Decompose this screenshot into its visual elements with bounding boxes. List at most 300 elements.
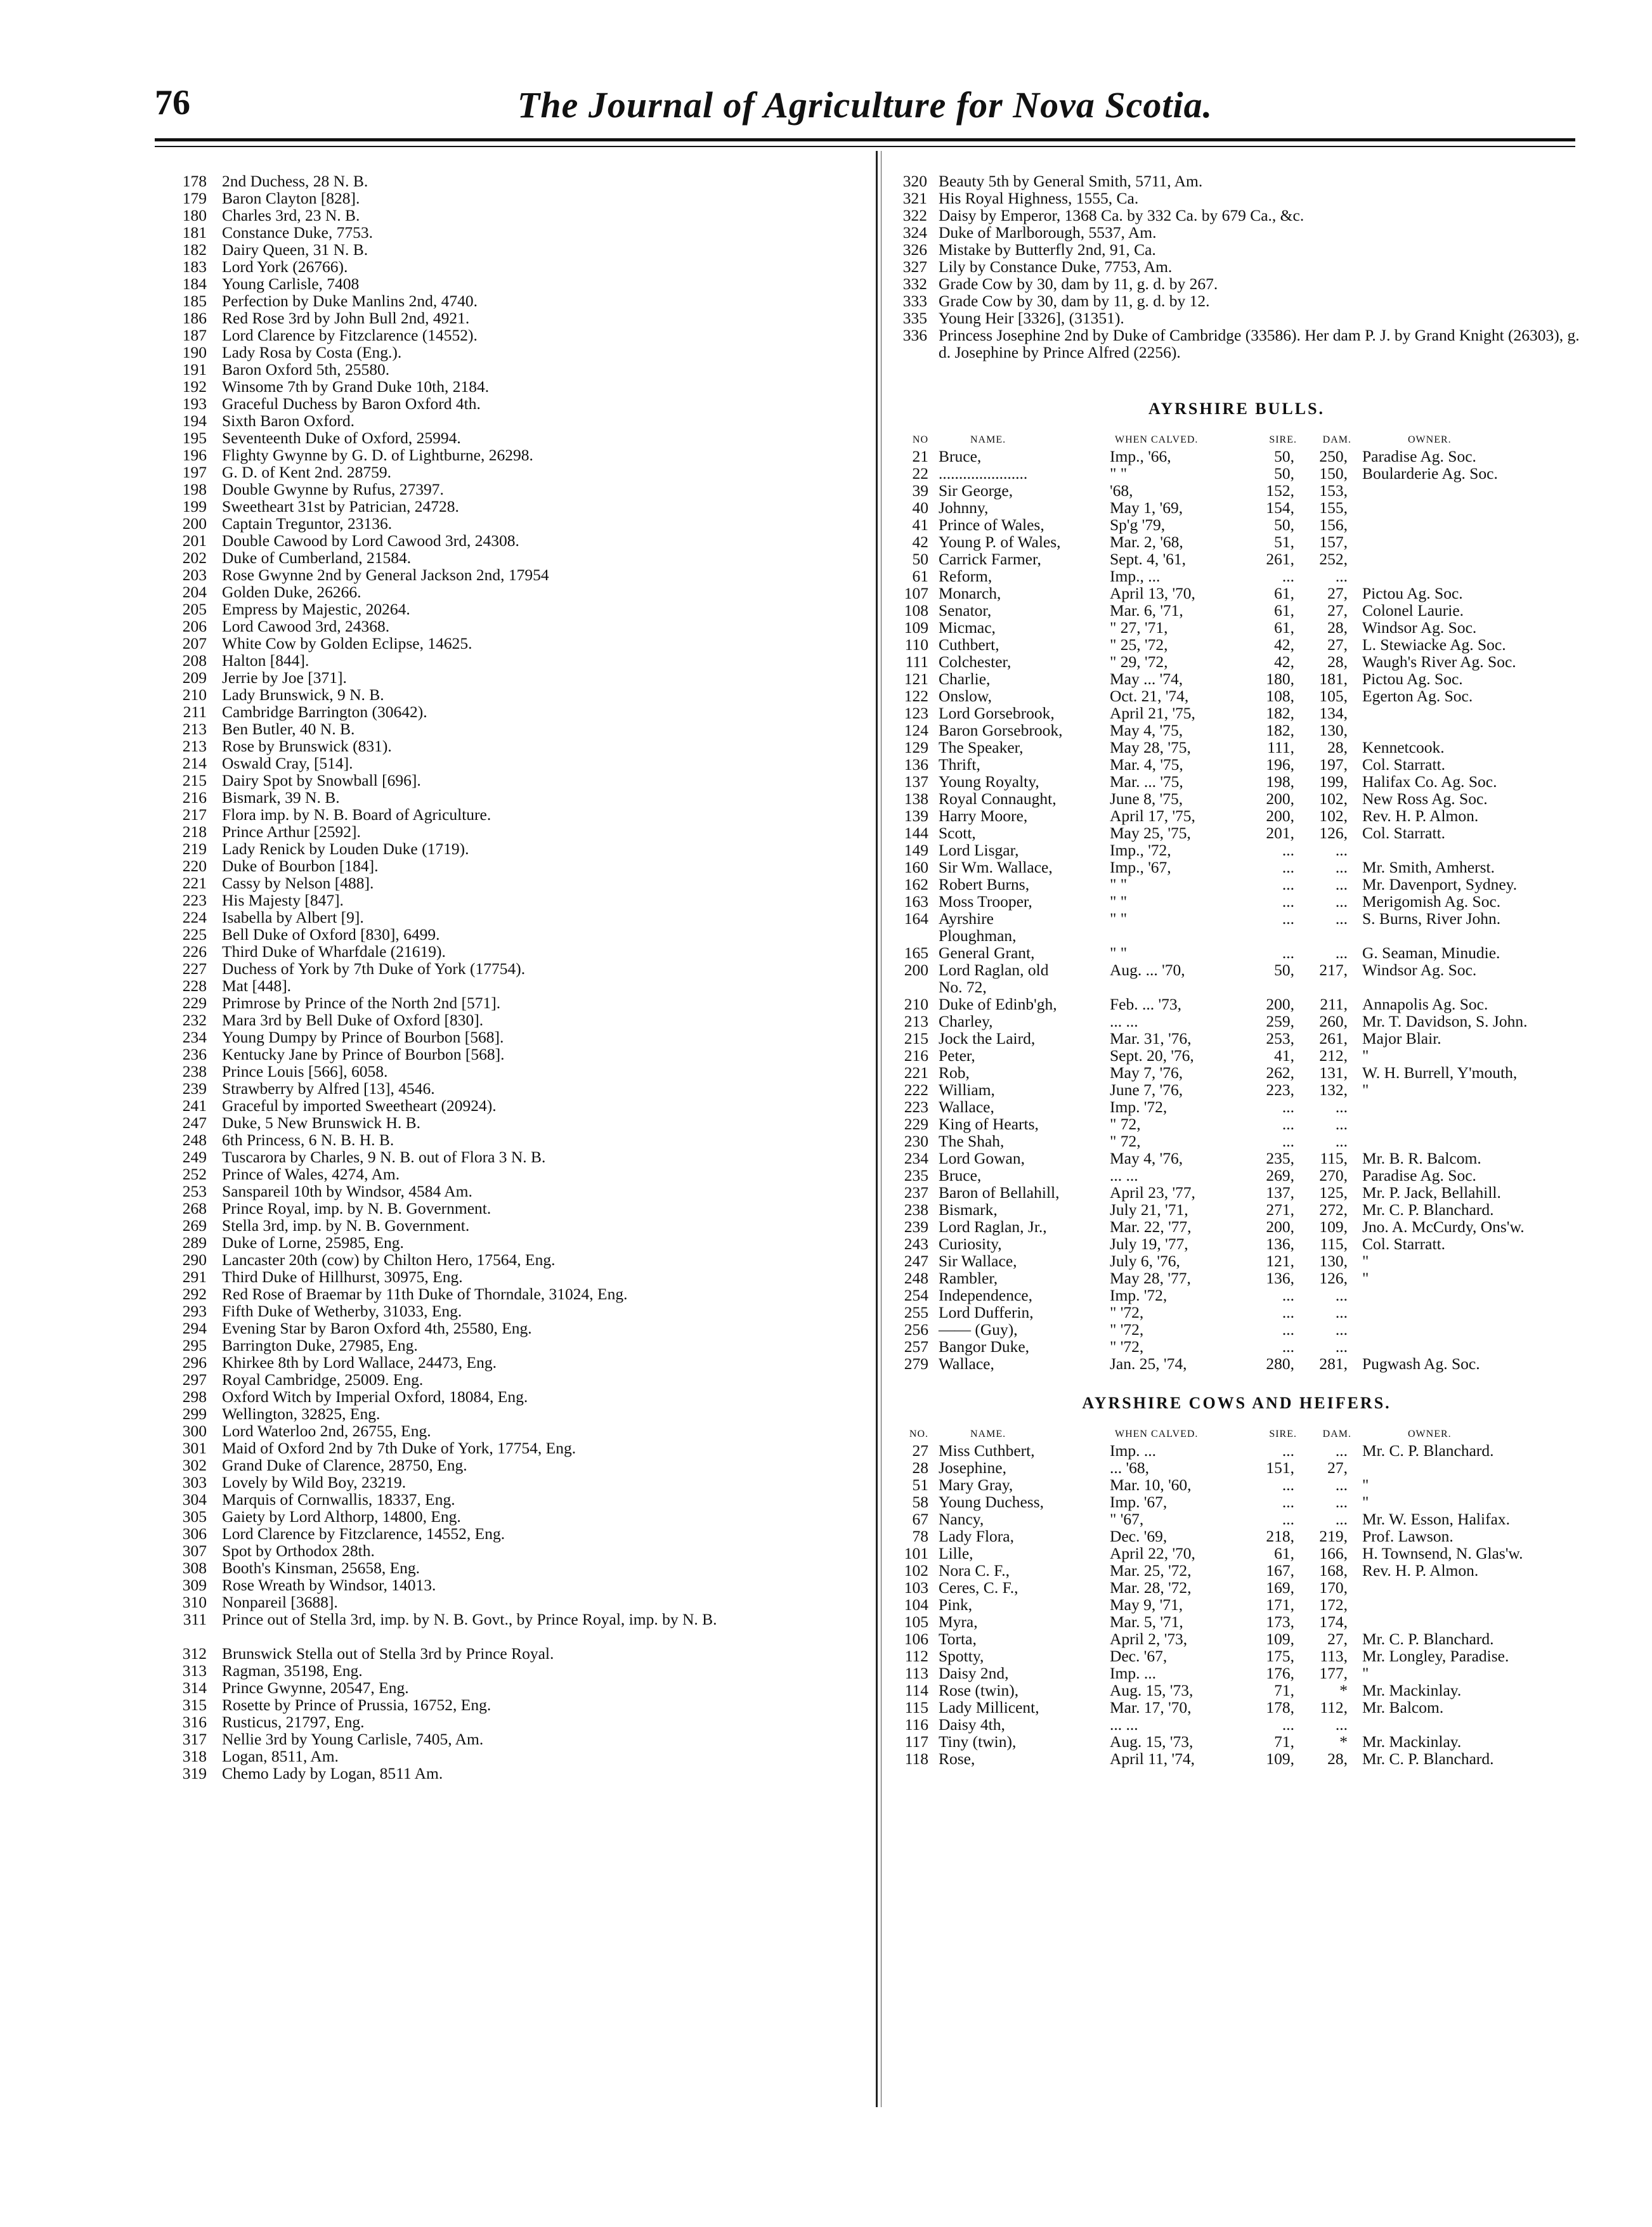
cell-sire: 167, (1266, 1561, 1294, 1580)
cell-owner: Mr. Balcom. (1362, 1698, 1444, 1717)
table-row (888, 636, 1585, 653)
cell-dam: 102, (1319, 807, 1348, 825)
cell-no: 108 (904, 601, 928, 620)
cell-when-calved: Mar. 25, '72, (1110, 1561, 1192, 1580)
table-row (888, 1115, 1585, 1133)
cell-name: Torta, (939, 1630, 977, 1648)
cell-no: 106 (904, 1630, 928, 1648)
cell-when-calved: April 11, '74, (1110, 1750, 1195, 1768)
list-item (888, 241, 1585, 258)
cell-sire: ... (1282, 892, 1294, 911)
cell-no: 107 (904, 584, 928, 602)
cell-name: Baron Gorsebrook, (939, 721, 1063, 739)
cell-name: Senator, (939, 601, 992, 620)
cell-when-calved: Aug. 15, '73, (1110, 1681, 1193, 1699)
cell-no: 216 (904, 1046, 928, 1065)
entry-text: Nonpareil [3688]. (222, 1593, 338, 1611)
cell-no: 116 (904, 1715, 928, 1734)
cell-dam: 199, (1319, 772, 1348, 791)
cell-sire: 173, (1266, 1613, 1294, 1631)
cell-no: 235 (904, 1166, 928, 1185)
list-item (166, 926, 864, 943)
right-column-entries (888, 172, 1585, 378)
list-item (166, 1491, 864, 1508)
cell-when-calved: Imp. ... (1110, 1664, 1156, 1682)
cell-when-calved: May ... '74, (1110, 670, 1183, 688)
cell-owner: Colonel Laurie. (1362, 601, 1464, 620)
entry-text: Bell Duke of Oxford [830], 6499. (222, 925, 440, 944)
cell-owner: W. H. Burrell, Y'mouth, (1362, 1063, 1518, 1082)
cell-dam: * (1339, 1732, 1348, 1751)
entry-number: 187 (182, 326, 207, 344)
cell-name: Independence, (939, 1286, 1032, 1304)
cell-no: 254 (904, 1286, 928, 1304)
entry-text: Bismark, 39 N. B. (222, 788, 340, 807)
entry-number: 229 (182, 994, 207, 1012)
list-item (166, 1439, 864, 1457)
entry-text: Golden Duke, 26266. (222, 583, 361, 601)
list-item (166, 755, 864, 772)
cell-name: Bangor Duke, (939, 1337, 1030, 1356)
cell-no: 215 (904, 1029, 928, 1048)
cell-name: Young P. of Wales, (939, 533, 1061, 551)
entry-text: Lady Renick by Louden Duke (1719). (222, 840, 469, 858)
right-column (888, 172, 1585, 1767)
cell-no: 257 (904, 1337, 928, 1356)
cell-dam: 177, (1319, 1664, 1348, 1682)
entry-number: 300 (182, 1422, 207, 1440)
cell-dam: 172, (1319, 1595, 1348, 1614)
cell-sire: 262, (1266, 1063, 1294, 1082)
cell-no: 164 (904, 909, 928, 928)
list-item (166, 635, 864, 652)
table-row (888, 1459, 1585, 1476)
cell-dam: 134, (1319, 704, 1348, 722)
entry-text: Tuscarora by Charles, 9 N. B. out of Flora 3 N. B. (222, 1148, 546, 1166)
cell-dam: 217, (1319, 961, 1348, 979)
entry-text: Young Heir [3326], (31351). (939, 309, 1124, 327)
entry-number: 309 (182, 1576, 207, 1594)
entry-text: Prince of Wales, 4274, Am. (222, 1165, 400, 1183)
cows-header-owner: OWNER. (1408, 1429, 1452, 1439)
cell-when-calved: Mar. 17, '70, (1110, 1698, 1192, 1717)
cell-dam: ... (1335, 1303, 1348, 1321)
entry-number: 236 (182, 1045, 207, 1063)
entry-text: Duke of Cumberland, 21584. (222, 549, 412, 567)
cell-name: Josephine, (939, 1458, 1006, 1477)
entry-number: 179 (182, 189, 207, 207)
entry-text: Lord York (26766). (222, 257, 348, 276)
entry-text: Lady Rosa by Costa (Eng.). (222, 343, 402, 361)
list-item (166, 1645, 864, 1662)
table-row (888, 704, 1585, 722)
cell-when-calved: May 28, '77, (1110, 1269, 1191, 1287)
cell-name: General Grant, (939, 944, 1035, 962)
entry-number: 225 (182, 925, 207, 944)
entry-number: 305 (182, 1507, 207, 1526)
table-row (888, 1750, 1585, 1767)
entry-text: Chemo Lady by Logan, 8511 Am. (222, 1764, 443, 1782)
cell-sire: 261, (1266, 550, 1294, 568)
cell-sire: 50, (1274, 516, 1294, 534)
entry-number: 221 (182, 874, 207, 892)
entry-text: Mistake by Butterfly 2nd, 91, Ca. (939, 240, 1156, 259)
entry-text: Booth's Kinsman, 25658, Eng. (222, 1559, 420, 1577)
list-item (166, 566, 864, 583)
entry-number: 211 (183, 703, 207, 721)
cell-no: 115 (904, 1698, 928, 1717)
entry-number: 210 (182, 685, 207, 704)
entry-text: Third Duke of Hillhurst, 30975, Eng. (222, 1268, 463, 1286)
list-item (166, 1080, 864, 1097)
cell-sire: 50, (1274, 961, 1294, 979)
cell-sire: ... (1282, 1132, 1294, 1150)
entry-text: Wellington, 32825, Eng. (222, 1405, 380, 1423)
cell-sire: 235, (1266, 1149, 1294, 1167)
cell-no: 104 (904, 1595, 928, 1614)
entry-text: Duke of Marlborough, 5537, Am. (939, 223, 1157, 242)
cell-name: Spotty, (939, 1647, 984, 1665)
cell-owner: Prof. Lawson. (1362, 1527, 1454, 1545)
cell-no: 27 (912, 1441, 928, 1460)
bulls-header-no: NO (912, 434, 928, 445)
entry-number: 178 (182, 172, 207, 190)
table-row (888, 1493, 1585, 1510)
table-row (888, 859, 1585, 876)
cell-name: Baron of Bellahill, (939, 1183, 1060, 1202)
cell-sire: 42, (1274, 653, 1294, 671)
cell-owner: Paradise Ag. Soc. (1362, 1166, 1476, 1185)
cell-no: 67 (912, 1510, 928, 1528)
cell-sire: 109, (1266, 1750, 1294, 1768)
list-item (166, 1114, 864, 1131)
cell-sire: ... (1282, 841, 1294, 859)
cell-name: Rob, (939, 1063, 970, 1082)
cell-dam: 28, (1327, 738, 1348, 756)
cell-sire: 200, (1266, 1217, 1294, 1236)
cell-no: 124 (904, 721, 928, 739)
cell-owner: H. Townsend, N. Glas'w. (1362, 1544, 1523, 1562)
cell-sire: 136, (1266, 1235, 1294, 1253)
entry-number: 298 (182, 1387, 207, 1406)
cell-sire: 71, (1274, 1732, 1294, 1751)
entry-number: 200 (182, 514, 207, 533)
cell-when-calved: May 25, '75, (1110, 824, 1191, 842)
cell-no: 144 (904, 824, 928, 842)
entry-text: Sanspareil 10th by Windsor, 4584 Am. (222, 1182, 472, 1200)
cows-table-body (888, 1442, 1585, 1767)
list-item (166, 1713, 864, 1730)
entry-number: 315 (182, 1696, 207, 1714)
cell-name: William, (939, 1081, 995, 1099)
cell-dam: 130, (1319, 721, 1348, 739)
entry-number: 196 (182, 446, 207, 464)
list-item (166, 943, 864, 960)
list-item (166, 1029, 864, 1046)
cell-when-calved: " 72, (1110, 1115, 1141, 1133)
cell-dam: 181, (1319, 670, 1348, 688)
entry-text: Duke, 5 New Brunswick H. B. (222, 1114, 421, 1132)
cell-sire: 41, (1274, 1046, 1294, 1065)
entry-number: 312 (182, 1644, 207, 1663)
entry-text: Prince out of Stella 3rd, imp. by N. B. Govt., by Prince Royal, imp. by N. B. (222, 1610, 717, 1628)
entry-text: Oxford Witch by Imperial Oxford, 18084, Eng. (222, 1387, 528, 1406)
list-item (166, 1730, 864, 1748)
cell-sire: 201, (1266, 824, 1294, 842)
list-item (166, 241, 864, 258)
cell-dam: 252, (1319, 550, 1348, 568)
cell-owner: " (1362, 1046, 1369, 1065)
table-row (888, 687, 1585, 704)
list-item (166, 720, 864, 737)
entry-text: Rose Wreath by Windsor, 14013. (222, 1576, 436, 1594)
cell-sire: 50, (1274, 464, 1294, 483)
entry-number: 215 (182, 771, 207, 789)
cell-sire: 108, (1266, 687, 1294, 705)
cell-name: Wallace, (939, 1354, 994, 1373)
cell-owner: " (1362, 1664, 1369, 1682)
list-item (166, 994, 864, 1011)
cell-name: Ayrshire Ploughman, (939, 909, 1017, 945)
list-item (166, 1679, 864, 1696)
cell-owner: Rev. H. P. Almon. (1362, 807, 1479, 825)
cell-when-calved: " " (1110, 944, 1128, 962)
cell-dam: 105, (1319, 687, 1348, 705)
entry-number: 316 (182, 1713, 207, 1731)
list-item (166, 1696, 864, 1713)
cell-when-calved: May 1, '69, (1110, 498, 1183, 517)
cell-when-calved: " " (1110, 909, 1128, 928)
cell-owner: Pictou Ag. Soc. (1362, 670, 1463, 688)
cell-no: 221 (904, 1063, 928, 1082)
entry-text: Kentucky Jane by Prince of Bourbon [568]. (222, 1045, 505, 1063)
cell-sire: 271, (1266, 1200, 1294, 1219)
table-row (888, 739, 1585, 756)
cell-no: 149 (904, 841, 928, 859)
cell-name: Bismark, (939, 1200, 998, 1219)
cell-when-calved: Imp., ... (1110, 567, 1161, 585)
cell-sire: 111, (1267, 738, 1294, 756)
cell-dam: 219, (1319, 1527, 1348, 1545)
table-row (888, 910, 1585, 944)
cell-dam: 132, (1319, 1081, 1348, 1099)
entry-number: 218 (182, 822, 207, 841)
table-row (888, 619, 1585, 636)
cell-no: 223 (904, 1098, 928, 1116)
entry-text: Lord Cawood 3rd, 24368. (222, 617, 390, 635)
cell-sire: 151, (1266, 1458, 1294, 1477)
cell-when-calved: " 27, '71, (1110, 618, 1168, 637)
cell-owner: Col. Starratt. (1362, 755, 1446, 774)
list-item (166, 1183, 864, 1200)
cell-dam: 174, (1319, 1613, 1348, 1631)
cell-dam: 27, (1327, 635, 1348, 654)
cell-dam: 260, (1319, 1012, 1348, 1030)
list-item (166, 532, 864, 549)
cell-owner: Mr. C. P. Blanchard. (1362, 1200, 1494, 1219)
cell-dam: 155, (1319, 498, 1348, 517)
entry-text: Rosette by Prince of Prussia, 16752, Eng. (222, 1696, 491, 1714)
entry-text: Prince Louis [566], 6058. (222, 1062, 388, 1081)
table-row (888, 1733, 1585, 1750)
table-row (888, 585, 1585, 602)
cell-sire: ... (1282, 1715, 1294, 1734)
list-item (166, 1285, 864, 1302)
cell-no: 237 (904, 1183, 928, 1202)
cell-no: 210 (904, 995, 928, 1013)
entry-number: 299 (182, 1405, 207, 1423)
entry-text: Grade Cow by 30, dam by 11, g. d. by 267. (939, 275, 1218, 293)
entry-number: 301 (182, 1439, 207, 1457)
cell-no: 117 (904, 1732, 928, 1751)
cell-name: Cuthbert, (939, 635, 999, 654)
list-item (166, 601, 864, 618)
cell-when-calved: July 21, '71, (1110, 1200, 1188, 1219)
cell-no: 118 (904, 1750, 928, 1768)
table-row (888, 807, 1585, 824)
entry-number: 224 (182, 908, 207, 926)
cell-owner: Egerton Ag. Soc. (1362, 687, 1473, 705)
cell-dam: 115, (1320, 1235, 1348, 1253)
cell-sire: 109, (1266, 1630, 1294, 1648)
entry-text: Mara 3rd by Bell Duke of Oxford [830]. (222, 1011, 484, 1029)
list-item (166, 772, 864, 789)
entry-text: Duke of Bourbon [184]. (222, 857, 379, 875)
table-row (888, 722, 1585, 739)
list-item (166, 892, 864, 909)
entry-number: 303 (182, 1473, 207, 1491)
entry-number: 249 (182, 1148, 207, 1166)
entry-text: Graceful by imported Sweetheart (20924). (222, 1096, 497, 1115)
list-item (166, 823, 864, 840)
entry-number: 186 (182, 309, 207, 327)
cell-when-calved: May 9, '71, (1110, 1595, 1183, 1614)
header-rule-thin (155, 146, 1575, 147)
cell-owner: Mr. B. R. Balcom. (1362, 1149, 1481, 1167)
entry-text: Daisy by Emperor, 1368 Ca. by 332 Ca. by 679 Ca., &c. (939, 206, 1304, 224)
cell-owner: Rev. H. P. Almon. (1362, 1561, 1479, 1580)
entry-number: 208 (182, 651, 207, 670)
cell-sire: 180, (1266, 670, 1294, 688)
entry-text: His Royal Highness, 1555, Ca. (939, 189, 1139, 207)
cell-sire: ... (1282, 1320, 1294, 1339)
entry-text: Primrose by Prince of the North 2nd [571]. (222, 994, 501, 1012)
cell-sire: 50, (1274, 447, 1294, 465)
cell-when-calved: April 17, '75, (1110, 807, 1195, 825)
cell-dam: 102, (1319, 789, 1348, 808)
cell-name: Nancy, (939, 1510, 984, 1528)
cell-when-calved: Sept. 4, '61, (1110, 550, 1187, 568)
entry-text: Red Rose 3rd by John Bull 2nd, 4921. (222, 309, 470, 327)
entry-text: White Cow by Golden Eclipse, 14625. (222, 634, 472, 653)
table-row (888, 1184, 1585, 1201)
list-item (166, 361, 864, 378)
cell-name: Lord Dufferin, (939, 1303, 1034, 1321)
entry-text: Lancaster 20th (cow) by Chilton Hero, 17564, Eng. (222, 1250, 556, 1269)
cell-dam: * (1339, 1681, 1348, 1699)
list-item (166, 1388, 864, 1405)
cell-name: Lord Gowan, (939, 1149, 1025, 1167)
cell-sire: 136, (1266, 1269, 1294, 1287)
entry-text: Mat [448]. (222, 977, 292, 995)
cell-no: 163 (904, 892, 928, 911)
list-item (166, 378, 864, 395)
cell-name: The Shah, (939, 1132, 1005, 1150)
entry-number: 307 (182, 1542, 207, 1560)
list-item (888, 292, 1585, 309)
cell-dam: 28, (1327, 1750, 1348, 1768)
cell-when-calved: Mar. 4, '75, (1110, 755, 1183, 774)
cell-name: Rose, (939, 1750, 975, 1768)
entry-text: Dairy Spot by Snowball [696]. (222, 771, 421, 789)
list-item (166, 1337, 864, 1354)
cell-no: 247 (904, 1252, 928, 1270)
cell-owner: Windsor Ag. Soc. (1362, 961, 1477, 979)
entry-text: Empress by Majestic, 20264. (222, 600, 410, 618)
cell-sire: ... (1282, 1286, 1294, 1304)
cell-name: Monarch, (939, 584, 1001, 602)
cell-dam: 115, (1320, 1149, 1348, 1167)
table-row (888, 790, 1585, 807)
entry-text: Ben Butler, 40 N. B. (222, 720, 355, 738)
cell-name: King of Hearts, (939, 1115, 1039, 1133)
header-rule-thick (155, 138, 1575, 141)
cell-sire: 152, (1266, 481, 1294, 500)
entry-text: Spot by Orthodox 28th. (222, 1542, 375, 1560)
cell-dam: 211, (1320, 995, 1348, 1013)
entry-number: 295 (182, 1336, 207, 1354)
cell-when-calved: April 21, '75, (1110, 704, 1195, 722)
entry-number: 206 (182, 617, 207, 635)
entry-text: Rose by Brunswick (831). (222, 737, 392, 755)
cell-owner: Mr. Mackinlay. (1362, 1681, 1462, 1699)
cows-header-when: WHEN CALVED. (1115, 1429, 1199, 1439)
cell-dam: 153, (1319, 481, 1348, 500)
cell-owner: Pugwash Ag. Soc. (1362, 1354, 1480, 1373)
cell-name: Royal Connaught, (939, 789, 1057, 808)
cell-name: Miss Cuthbert, (939, 1441, 1035, 1460)
cell-when-calved: Feb. ... '73, (1110, 995, 1181, 1013)
entry-number: 291 (182, 1268, 207, 1286)
cell-when-calved: ... ... (1110, 1715, 1138, 1734)
table-row (888, 550, 1585, 568)
entry-text: Winsome 7th by Grand Duke 10th, 2184. (222, 377, 490, 396)
entry-number: 193 (182, 394, 207, 413)
entry-text: Evening Star by Baron Oxford 4th, 25580, Eng. (222, 1319, 532, 1337)
cell-dam: ... (1335, 944, 1348, 962)
cell-sire: 218, (1266, 1527, 1294, 1545)
entry-text: Baron Clayton [828]. (222, 189, 360, 207)
cell-sire: 178, (1266, 1698, 1294, 1717)
cell-dam: ... (1335, 1493, 1348, 1511)
entry-number: 294 (182, 1319, 207, 1337)
cell-name: Sir Wm. Wallace, (939, 858, 1053, 876)
table-row (888, 602, 1585, 619)
cell-dam: 28, (1327, 618, 1348, 637)
entry-number: 320 (902, 172, 927, 190)
cell-owner: Col. Starratt. (1362, 1235, 1446, 1253)
cell-owner: Mr. W. Esson, Halifax. (1362, 1510, 1511, 1528)
cell-name: Reform, (939, 567, 992, 585)
cell-owner: L. Stewiacke Ag. Soc. (1362, 635, 1506, 654)
list-item (888, 190, 1585, 207)
cell-name: Johnny, (939, 498, 989, 517)
list-item (166, 429, 864, 446)
bulls-header-name: NAME. (970, 434, 1006, 445)
entry-text: 2nd Duchess, 28 N. B. (222, 172, 368, 190)
cell-when-calved: Mar. 28, '72, (1110, 1578, 1192, 1597)
table-row (888, 1098, 1585, 1115)
